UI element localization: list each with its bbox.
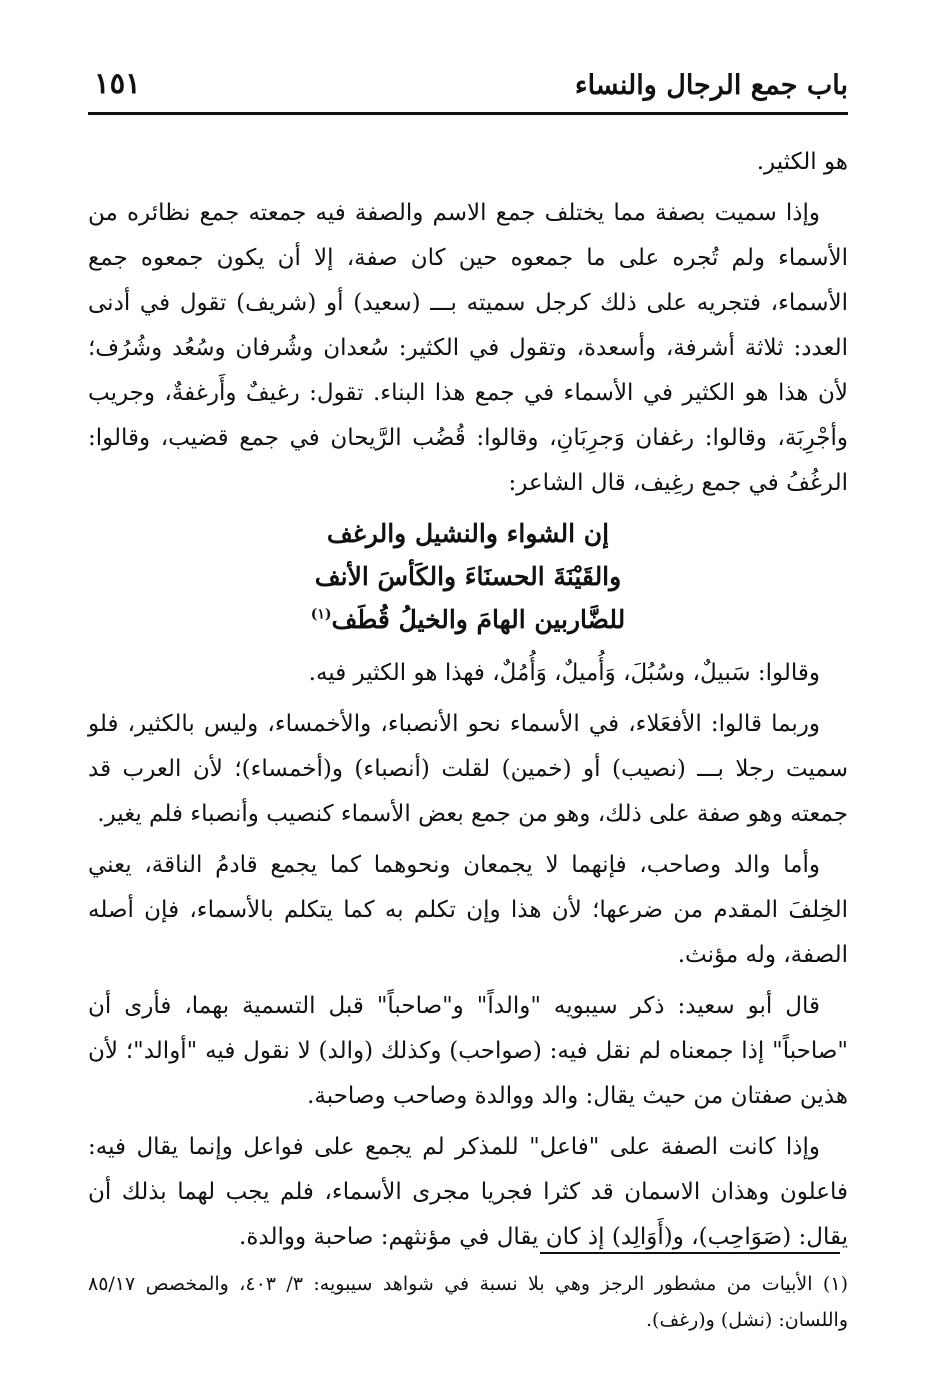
paragraph: وقالوا: سَبيلٌ، وسُبُلَ، وَأُميلٌ، وَأُمُلٌ، فهذا هو الكثير فيه. (308, 660, 820, 686)
paragraph: وإذا كانت الصفة على "فاعل" للمذكر لم يجمع على فواعل وإنما يقال فيه: فاعلون وهذان الاسمان قد كثرا فجريا مجرى الأسماء، فلم يجب لهما بذلك أن يقال: (صَوَاحِب)، و(أَوَالِد) إذ كان يقال في مؤنثهم: صاحبة ووالدة. (88, 1134, 848, 1250)
header-divider (88, 112, 848, 115)
chapter-title: باب جمع الرجال والنساء (574, 70, 848, 101)
verse-line: إن الشواء والنشيل والرغف (326, 519, 610, 548)
paragraph: وربما قالوا: الأفعَلاء، في الأسماء نحو الأنصباء، والأخمساء، وليس بالكثير، فلو سميت رجلا بـــ (نصيب) أو (خمين) لقلت (أنصباء) و(أخمساء)؛ لأن العرب قد جمعته وهو صفة على ذلك، وهو من جمع بعض الأسماء كنصيب وأنصباء فلم يغير. (88, 711, 848, 827)
poem-verse (88, 512, 848, 641)
footnote (88, 1266, 848, 1338)
paragraph: هو الكثير. (756, 149, 848, 175)
paragraph: وأما والد وصاحب، فإنهما لا يجمعان ونحوهما كما يجمع قادمُ الناقة، يعني الخِلفَ المقدم من ضرعها؛ لأن هذا وإن تكلم به كما يتكلم بالأسماء، فإن أصله الصفة، وله مؤنث. (88, 852, 848, 968)
footnote-divider (540, 1252, 840, 1254)
verse-line-with-footnote (88, 598, 848, 641)
verse-line: والقَيْنَةَ الحسنَاءَ والكَأسَ الأنف (314, 562, 622, 591)
main-text (88, 140, 848, 1266)
verse-line: للضَّاربين الهامَ والخيلُ قُطَف (331, 605, 626, 634)
footnote-marker: (١) (310, 606, 332, 623)
footnote-text: (١) الأبيات من مشطور الرجز وهي بلا نسبة في شواهد سيبويه: ٣/ ٤٠٣، والمخصص ٨٥/١٧ واللسان: (نشل) و(رغف). (88, 1273, 848, 1331)
page-number: ١٥١ (94, 66, 141, 100)
paragraph: وإذا سميت بصفة مما يختلف جمع الاسم والصفة فيه جمعته جمع نظائره من الأسماء ولم تُجره على ما جمعوه حين كان صفة، إلا أن يكون جمعوه جمع الأسماء، فتجريه على ذلك كرجل سميته بـــ (سعيد) أو (شريف) تقول في أدنى العدد: ثلاثة أشرفة، وأسعدة، وتقول في الكثير: سُعدان وشُرفان وسُعُد وشُرُف؛ لأن هذا هو الكثير في الأسماء في جمع هذا البناء. تقول: رغيفٌ وأَرغفةٌ، وجريب وأجْرِبَة، وقالوا: رغفان وَجرِبَانِ، وقالوا: قُضُب الرَّيحان في جمع قضيب، وقالوا: الرغُفُ في جمع رغِيف، قال الشاعر: (88, 200, 848, 496)
paragraph: قال أبو سعيد: ذكر سيبويه "والداً" و"صاحباً" قبل التسمية بهما، فأرى أن "صاحباً" إذا جمعناه لم نقل فيه: (صواحب) وكذلك (والد) لا نقول فيه "أوالد"؛ لأن هذين صفتان من حيث يقال: والد ووالدة وصاحب وصاحبة. (88, 993, 848, 1109)
page-header (88, 60, 848, 112)
